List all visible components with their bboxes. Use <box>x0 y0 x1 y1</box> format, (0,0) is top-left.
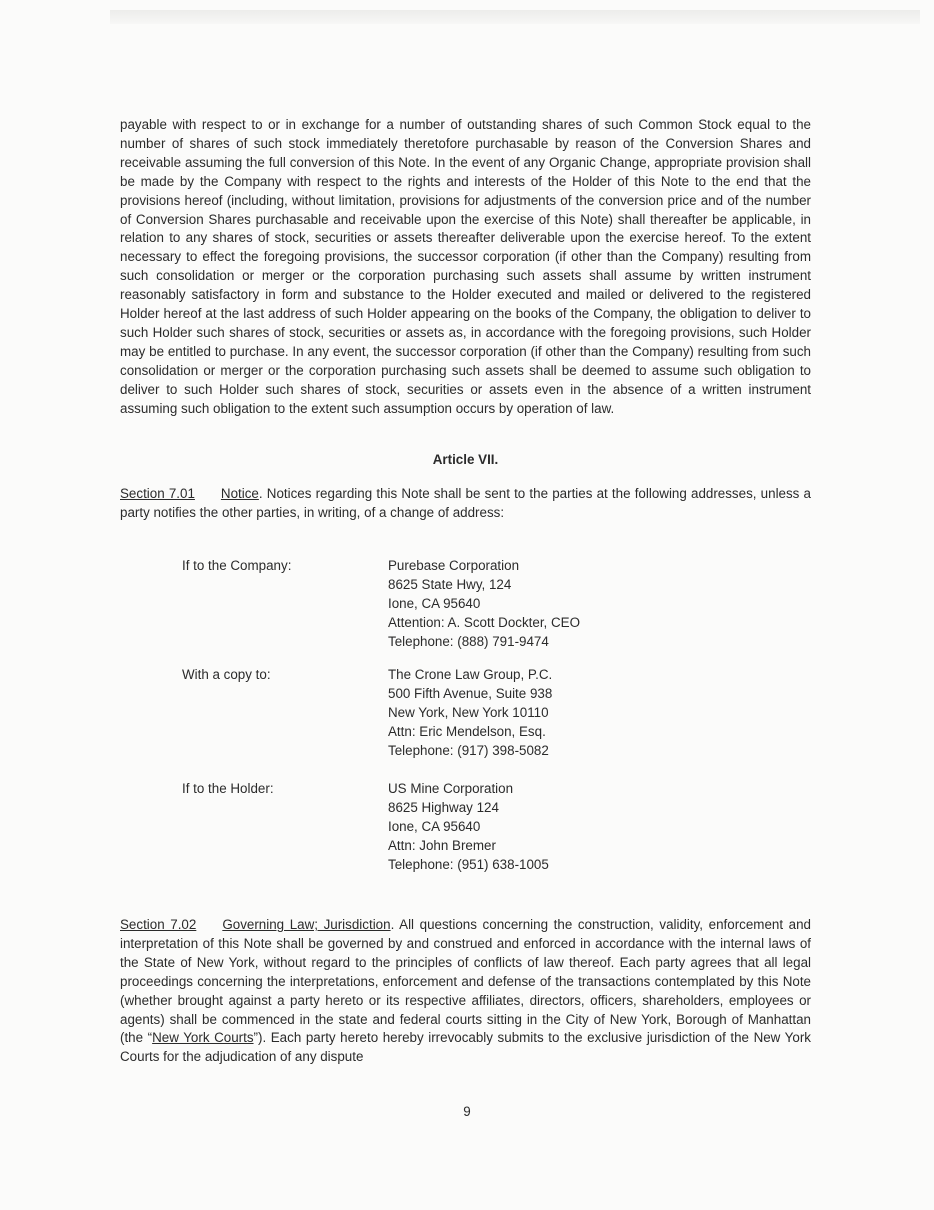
page-number: 9 <box>463 1104 471 1119</box>
address-line: 8625 State Hwy, 124 <box>388 577 512 592</box>
paragraph-organic-change: payable with respect to or in exchange for a number of outstanding shares of such Common Stock equal to the number of shares of such stock immediately theretofore purchasable by reason of the Conversion Shares and receivable assuming the full conversion of this Note. In the event of any Organic Change, appropriate provision shall be made by the Company with respect to the rights and interests of the Holder of this Note to the end that the provisions hereof (including, without limitation, provisions for adjustments of the conversion price and of the number of Conversion Shares purchasable and receivable upon the exercise of this Note) shall thereafter be applicable, in relation to any shares of stock, securities or assets thereafter deliverable upon the exercise hereof. To the extent necessary to effect the foregoing provisions, the successor corporation (if other than the Company) resulting from such consolidation or merger or the corporation purchasing such assets shall assume by written instrument reasonably satisfactory in form and substance to the Holder executed and mailed or delivered to the registered Holder hereof at the last address of such Holder appearing on the books of the Company, the obligation to deliver to such Holder such shares of stock, securities or assets as, in accordance with the foregoing provisions, such Holder may be entitled to purchase. In any event, the successor corporation (if other than the Company) resulting from such consolidation or merger or the corporation purchasing such assets shall be deemed to assume such obligation to deliver to such Holder such shares of stock, securities or assets even in the absence of a written instrument assuming such obligation to the extent such assumption occurs by operation of law. <box>120 117 811 416</box>
address-line: Attn: John Bremer <box>388 838 496 853</box>
address-line: Attn: Eric Mendelson, Esq. <box>388 724 546 739</box>
scan-shadow <box>110 10 920 24</box>
address-line: Ione, CA 95640 <box>388 819 481 834</box>
section-7-01 <box>120 485 811 523</box>
address-lines <box>388 665 688 760</box>
address-label: If to the Holder: <box>182 781 274 796</box>
section-body: . All questions concerning the construction, validity, enforcement and interpretation of this Note shall be governed by and construed and enforced in accordance with the internal laws of the State of New York, without regard to the principles of conflicts of law thereof. Each party agrees that all legal proceedings concerning the interpretations, enforcement and defense of the transactions contemplated by this Note (whether brought against a party hereto or its respective affiliates, directors, officers, shareholders, employees or agents) shall be commenced in the state and federal courts sitting in the City of New York, Borough of Manhattan (the “ <box>120 917 811 1046</box>
address-line: Ione, CA 95640 <box>388 596 481 611</box>
address-line: New York, New York 10110 <box>388 705 549 720</box>
address-line: 500 Fifth Avenue, Suite 938 <box>388 686 553 701</box>
address-line: Purebase Corporation <box>388 558 520 573</box>
address-line: 8625 Highway 124 <box>388 800 499 815</box>
address-lines <box>388 556 688 651</box>
section-body-continued: ”). Each party hereto hereby irrevocably submits to the exclusive jurisdiction of the New York Courts for the adjudication of any dispute <box>120 1030 811 1065</box>
address-label: If to the Company: <box>182 558 292 573</box>
section-number: Section 7.01 <box>120 486 195 501</box>
section-7-02 <box>120 916 811 1067</box>
address-line: Attention: A. Scott Dockter, CEO <box>388 615 581 630</box>
address-label: With a copy to: <box>182 667 271 682</box>
address-line: Telephone: (917) 398-5082 <box>388 743 549 758</box>
section-title: Notice <box>220 486 259 501</box>
section-body: . Notices regarding this Note shall be sent to the parties at the following addresses, unless a party notifies the other parties, in writing, of a change of address: <box>120 486 811 520</box>
address-line: Telephone: (888) 791-9474 <box>388 634 549 649</box>
address-line: Telephone: (951) 638-1005 <box>388 857 549 872</box>
address-line: US Mine Corporation <box>388 781 514 796</box>
address-line: The Crone Law Group, P.C. <box>388 667 553 682</box>
section-number: Section 7.02 <box>120 917 197 932</box>
address-lines <box>388 779 688 874</box>
section-title: Governing Law; Jurisdiction <box>222 917 391 932</box>
defined-term: New York Courts <box>152 1030 254 1046</box>
article-heading: Article VII. <box>432 452 499 467</box>
